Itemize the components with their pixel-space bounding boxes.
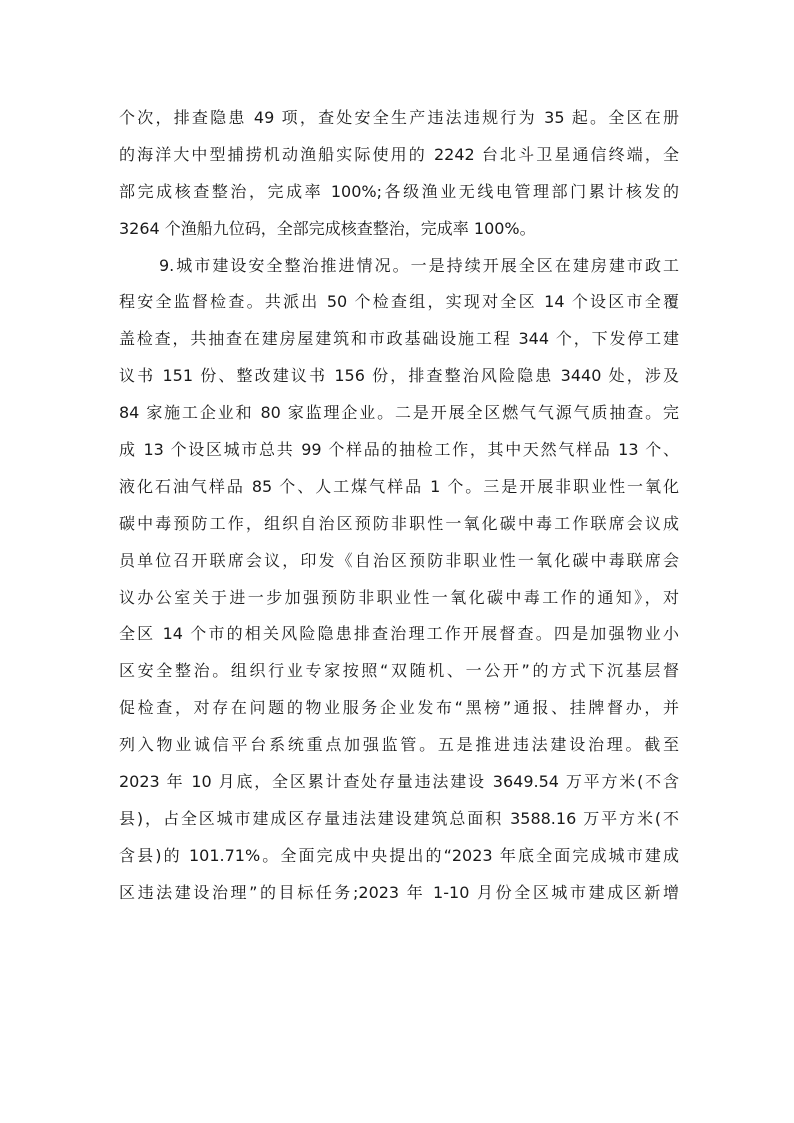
text-line: 列入物业诚信平台系统重点加强监管。五是推进违法建设治理。截至 bbox=[119, 735, 679, 755]
text-line: 盖检查，共抽查在建房屋建筑和市政基础设施工程 344 个，下发停工建 bbox=[119, 329, 679, 349]
text-line: 成 13 个设区城市总共 99 个样品的抽检工作，其中天然气样品 13 个、 bbox=[119, 440, 679, 460]
text-line: 3264 个渔船九位码，全部完成核查整治，完成率 100%。 bbox=[119, 218, 536, 238]
text-line: 含县)的 101.71%。全面完成中央提出的“2023 年底全面完成城市建成 bbox=[119, 845, 679, 865]
text-line: 2023 年 10 月底，全区累计查处存量违法建设 3649.54 万平方米(不含 bbox=[119, 772, 679, 792]
text-line: 液化石油气样品 85 个、人工煤气样品 1 个。三是开展非职业性一氧化 bbox=[119, 476, 679, 496]
text-line: 碳中毒预防工作，组织自治区预防非职性一氧化碳中毒工作联席会议成 bbox=[119, 513, 679, 533]
text-line: 的海洋大中型捕捞机动渔船实际使用的 2242 台北斗卫星通信终端，全 bbox=[119, 144, 679, 164]
text-line: 员单位召开联席会议，印发《自治区预防非职业性一氧化碳中毒联席会 bbox=[119, 550, 679, 570]
text-line: 84 家施工企业和 80 家监理企业。二是开展全区燃气气源气质抽查。完 bbox=[119, 403, 679, 423]
body-text bbox=[119, 100, 679, 912]
text-line: 议办公室关于进一步加强预防非职业性一氧化碳中毒工作的通知》，对 bbox=[119, 587, 679, 607]
text-line: 全区 14 个市的相关风险隐患排查治理工作开展督查。四是加强物业小 bbox=[119, 624, 679, 644]
text-line: 议书 151 份、整改建议书 156 份，排查整治风险隐患 3440 处，涉及 bbox=[119, 366, 679, 386]
text-line: 区安全整治。组织行业专家按照“双随机、一公开”的方式下沉基层督 bbox=[119, 661, 679, 681]
text-line: 个次，排查隐患 49 项，查处安全生产违法违规行为 35 起。全区在册 bbox=[119, 108, 679, 127]
text-line: 县)，占全区城市建成区存量违法建设建筑总面积 3588.16 万平方米(不 bbox=[119, 808, 679, 828]
text-line: 部完成核查整治，完成率 100%;各级渔业无线电管理部门累计核发的 bbox=[119, 181, 679, 201]
text-line: 促检查，对存在问题的物业服务企业发布“黑榜”通报、挂牌督办，并 bbox=[119, 698, 679, 718]
text-line: 区违法建设治理”的目标任务;2023 年 1-10 月份全区城市建成区新增 bbox=[119, 882, 679, 902]
section-heading-line: 9.城市建设安全整治推进情况。一是持续开展全区在建房建市政工 bbox=[159, 255, 679, 275]
text-line: 程安全监督检查。共派出 50 个检查组，实现对全区 14 个设区市全覆 bbox=[119, 292, 679, 312]
